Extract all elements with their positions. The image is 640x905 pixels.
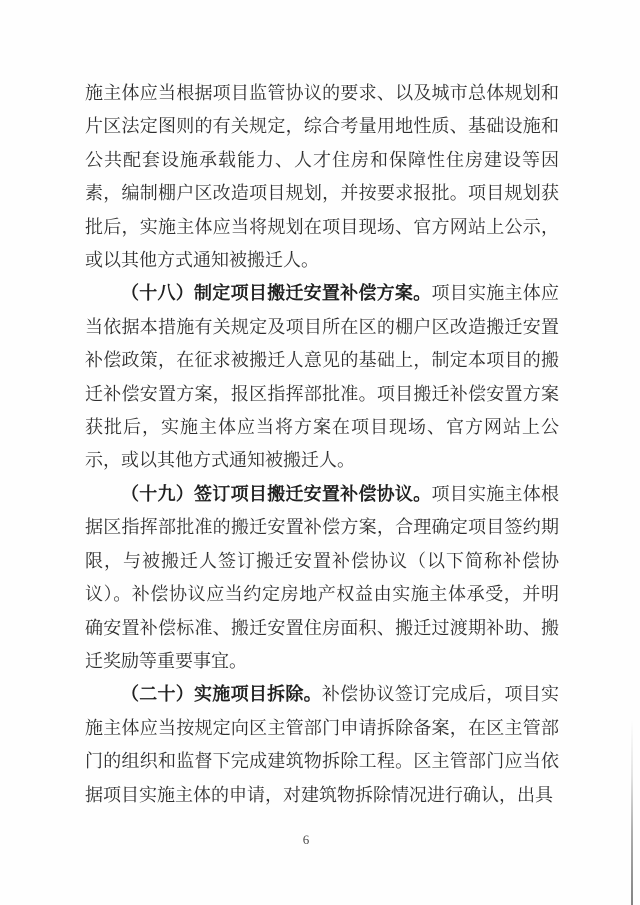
paragraph-item-20: [85, 678, 559, 812]
section-heading-18: （十八）制定项目搬迁安置补偿方案。: [121, 283, 432, 304]
paragraph-text: 项目实施主体根据区指挥部批准的搬迁安置补偿方案，合理确定项目签约期限，与被搬迁人签订搬迁安置补偿协议（以下简称补偿协议）。补偿协议应当约定房地产权益由实施主体承受，并明确安置补偿标准、搬迁安置住房面积、搬迁过渡期补助、搬迁奖励等重要事宜。: [85, 483, 560, 671]
section-heading-19: （十九）签订项目搬迁安置补偿协议。: [121, 483, 432, 504]
paragraph-text: 施主体应当根据项目监管协议的要求、以及城市总体规划和片区法定图则的有关规定，综合考量用地性质、基础设施和公共配套设施承载能力、人才住房和保障性住房建设等因素，编制棚户区改造项目规划，并按要求报批。项目规划获批后，实施主体应当将规划在项目现场、官方网站上公示，或以其他方式通知被搬迁人。: [85, 83, 559, 271]
paragraph-text: 补偿协议签订完成后，项目实施主体应当按规定向区主管部门申请拆除备案，在区主管部门的组织和监督下完成建筑物拆除工程。区主管部门应当依据项目实施主体的申请，对建筑物拆除情况进行确认，出具: [85, 684, 560, 805]
paragraph-item-18: [85, 277, 559, 477]
document-body: [85, 77, 559, 812]
scan-artifact-line: [631, 720, 633, 905]
paragraph-continuation: [85, 77, 559, 277]
paragraph-text: 项目实施主体应当依据本措施有关规定及项目所在区的棚户区改造搬迁安置补偿政策，在征求被搬迁人意见的基础上，制定本项目的搬迁补偿安置方案，报区指挥部批准。项目搬迁补偿安置方案获批后，实施主体应当将方案在项目现场、官方网站上公示，或以其他方式通知被搬迁人。: [85, 283, 560, 471]
section-heading-20: （二十）实施项目拆除。: [121, 684, 322, 705]
page-number: 6: [302, 832, 310, 847]
paragraph-item-19: [85, 478, 559, 678]
